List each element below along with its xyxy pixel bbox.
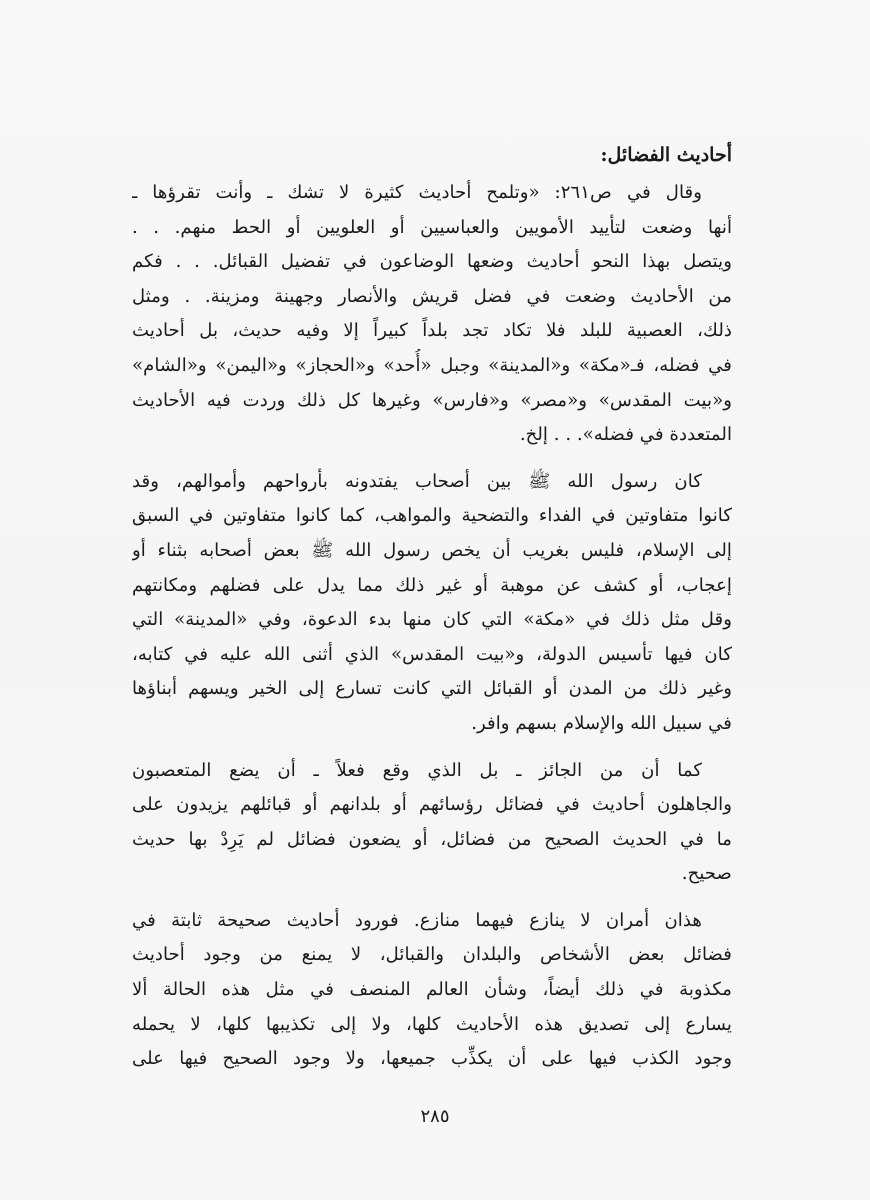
text-line: كانوا متفاوتين في الفداء والتضحية والمواهب، كما كانوا متفاوتين في السبق <box>132 505 732 527</box>
section-heading: أحاديث الفضائل: <box>600 144 732 166</box>
text-line: المتعددة في فضله». . . إلخ. <box>519 424 732 446</box>
text-line: يسارع إلى تصديق هذه الأحاديث كلها، ولا إلى تكذيبها كلها، لا يحمله <box>132 1013 732 1035</box>
text-line: أنها وضعت لتأييد الأمويين والعباسيين أو العلويين أو الحط منهم. . . <box>132 216 732 238</box>
text-line: في سبيل الله والإسلام بسهم وافر. <box>471 712 732 734</box>
text-line: ذلك، العصبية للبلد فلا تكاد تجد بلداً كبيراً إلا وفيه حديث، بل أحاديث <box>132 320 732 342</box>
text-line: ما في الحديث الصحيح من فضائل، أو يضعون فضائل لم يَرِدْ بها حديث <box>132 828 732 850</box>
page-number: ٢٨٥ <box>420 1106 450 1127</box>
text-line: كما أن من الجائز ـ بل الذي وقع فعلاً ـ أن يضع المتعصبون <box>132 759 702 781</box>
page-body <box>132 138 732 1077</box>
text-line: كان رسول الله ﷺ بين أصحاب يفتدونه بأرواحهم وأموالهم، وقد <box>132 470 702 492</box>
text-line: وغير ذلك من المدن أو القبائل التي كانت تسارع إلى الخير ويسهم أبناؤها <box>132 678 732 700</box>
paragraph-1 <box>132 176 732 453</box>
text-line: والجاهلون أحاديث في فضائل رؤسائهم أو بلدانهم أو قبائلهم يزيدون على <box>132 794 732 816</box>
text-line: و«بيت المقدس» و«مصر» و«فارس» وغيرها كل ذلك وردت فيه الأحاديث <box>132 389 732 411</box>
text-line: صحيح. <box>681 863 732 885</box>
text-line: من الأحاديث وضعت في فضل قريش والأنصار وجهينة ومزينة. . ومثل <box>132 285 732 307</box>
text-line: إعجاب، أو كشف عن موهبة أو غير ذلك مما يدل على فضلهم ومكانتهم <box>132 574 732 596</box>
text-line: في فضله، فـ«مكة» و«المدينة» وجبل «أُحد» و«الحجاز» و«اليمن» و«الشام» <box>132 354 732 376</box>
text-line: ويتصل بهذا النحو أحاديث وضعها الوضاعون في تفضيل القبائل. . . فكم <box>132 251 732 273</box>
text-line: مكذوبة في ذلك أيضاً، وشأن العالم المنصف في مثل هذه الحالة ألا <box>132 979 732 1001</box>
paragraph-3 <box>132 754 732 892</box>
text-line: فضائل بعض الأشخاص والبلدان والقبائل، لا يمنع من وجود أحاديث <box>132 944 732 966</box>
text-line: كان فيها تأسيس الدولة، و«بيت المقدس» الذي أثنى الله عليه في كتابه، <box>132 643 732 665</box>
paragraph-2 <box>132 465 732 742</box>
text-line: إلى الإسلام، فليس بغريب أن يخص رسول الله ﷺ بعض أصحابه بثناء أو <box>132 539 732 561</box>
text-line: وقال في ص٢٦١: «وتلمح أحاديث كثيرة لا تشك ـ وأنت تقرؤها ـ <box>132 182 703 203</box>
text-line: وقل مثل ذلك في «مكة» التي كان منها بدء الدعوة، وفي «المدينة» التي <box>132 609 732 631</box>
paragraph-4 <box>132 904 732 1077</box>
text-line: وجود الكذب فيها على أن يكذِّب جميعها، ولا وجود الصحيح فيها على <box>132 1048 732 1070</box>
text-line: هذان أمران لا ينازع فيهما منازع. فورود أحاديث صحيحة ثابتة في <box>132 909 702 931</box>
